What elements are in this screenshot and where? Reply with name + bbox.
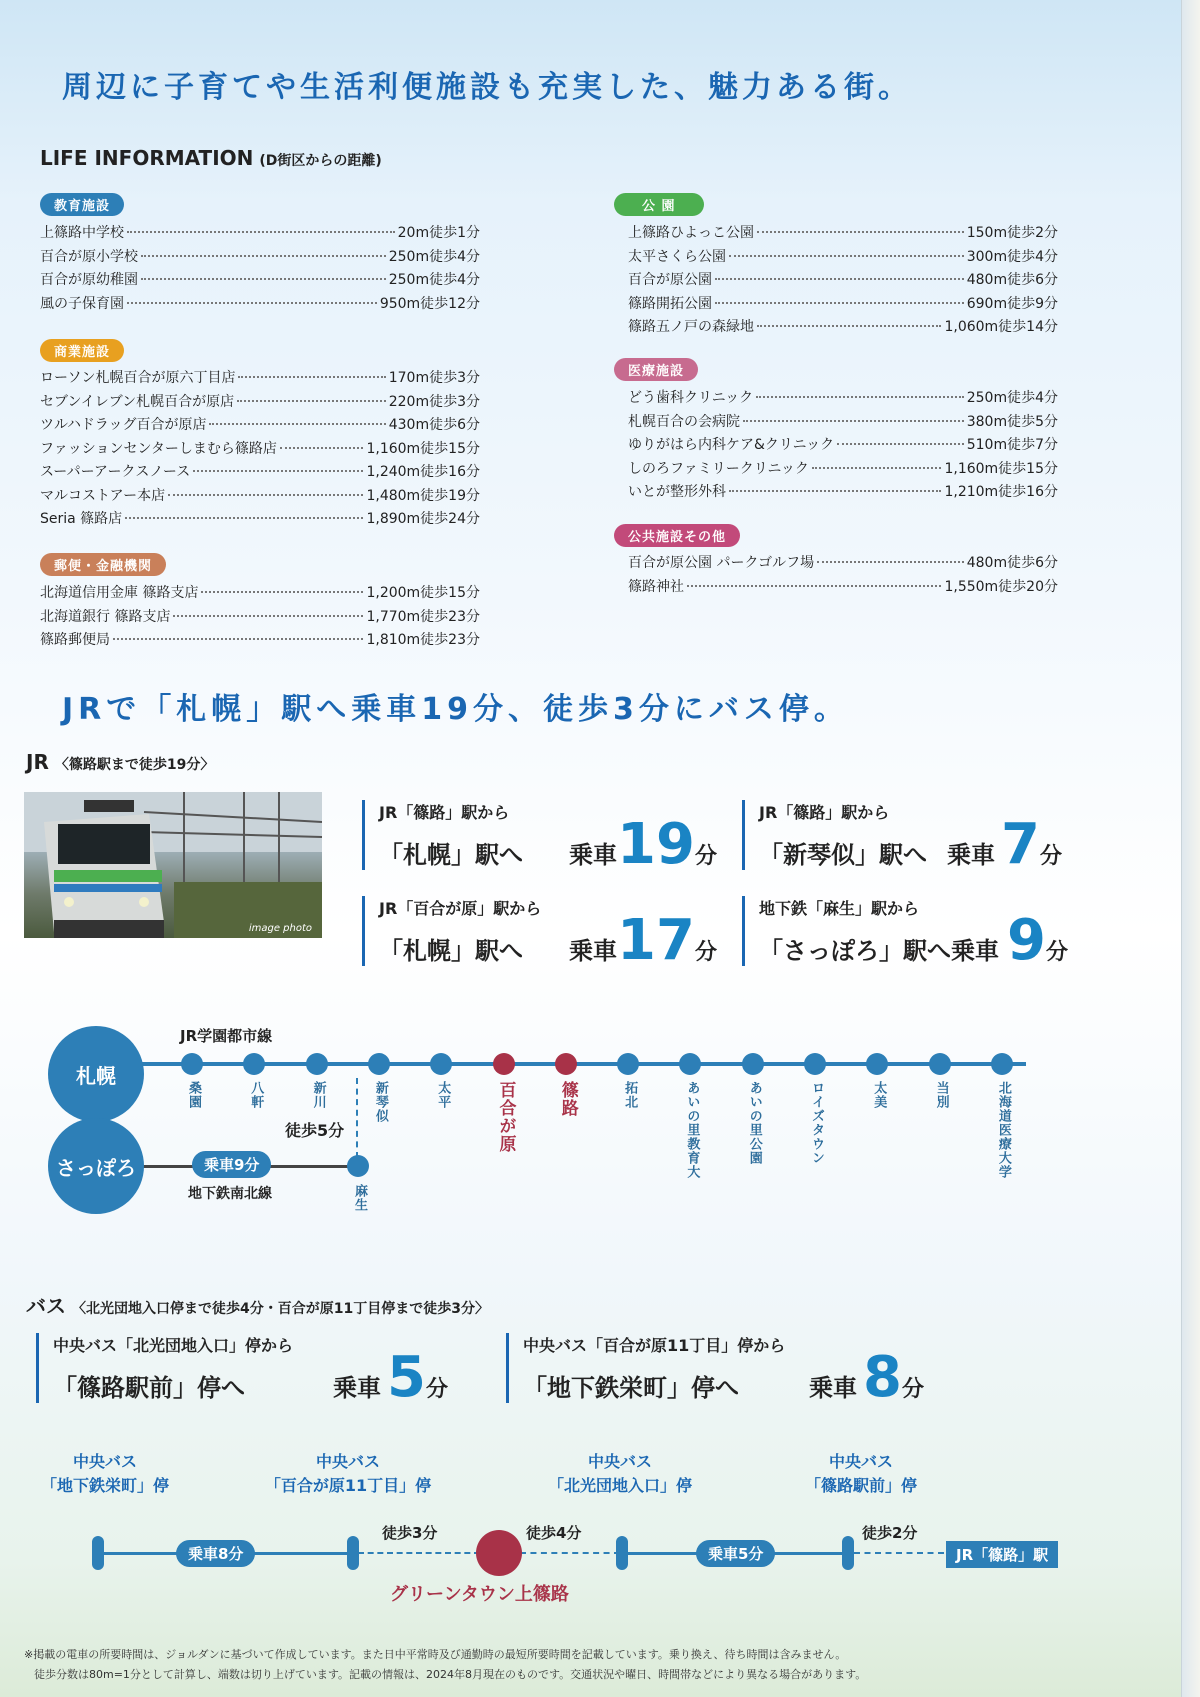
list-item: 上篠路中学校 20m徒歩1分 (40, 225, 480, 241)
jr-title (26, 750, 214, 774)
box-to: 「札幌」駅へ 乗車 19 分 (379, 812, 717, 877)
home-marker (476, 1530, 522, 1576)
rail-line-name: JR学園都市線 (180, 1027, 273, 1045)
ride-minutes: 19 (617, 812, 695, 877)
bus-walk-2min: 徒歩2分 (862, 1524, 918, 1542)
station-dot (929, 1053, 951, 1075)
station-label: 新琴似 (372, 1081, 388, 1123)
ride-minutes: 7 (1001, 812, 1040, 877)
ride-minutes: 8 (863, 1345, 902, 1410)
station-sapporo-subway: さっぽろ (48, 1118, 144, 1214)
bus-stop-icon-hokko (616, 1536, 628, 1570)
list-item: 北海道銀行 篠路支店 1,770m徒歩23分 (40, 608, 480, 625)
station-dot (555, 1053, 577, 1075)
station-dot (306, 1053, 328, 1075)
bus-walk-3min: 徒歩3分 (382, 1524, 438, 1542)
box-to: 「さっぽろ」駅へ 乗車 9 分 (759, 908, 1068, 973)
station-label: 当別 (933, 1081, 949, 1109)
bus-stop-title-yurigahara: 中央バス 「百合が原11丁目」停 (264, 1452, 432, 1495)
bus-box-yurigahara-sakaemachi (506, 1333, 924, 1410)
home-label: グリーンタウン上篠路 (390, 1584, 569, 1605)
list-item: ゆりがはら内科ケア&クリニック 510m徒歩7分 (628, 437, 1058, 453)
life-info-label: LIFE INFORMATION (40, 146, 254, 170)
list-item: 百合が原小学校 250m徒歩4分 (40, 248, 480, 265)
life-info-title (40, 146, 382, 170)
station-dot (368, 1053, 390, 1075)
category-commercial: 商業施設 (40, 339, 124, 362)
footnote-1: ※掲載の電車の所要時間は、ジョルダンに基づいて作成しています。また日中平常時及び通勤時の最短所要時間を記載しています。乗り換え、待ち時間は含みません。 (24, 1648, 847, 1661)
box-to: 「篠路駅前」停へ 乗車 5 分 (53, 1345, 448, 1410)
list-item: 札幌百合の会病院 380m徒歩5分 (628, 413, 1058, 430)
list-item: 太平さくら公園 300m徒歩4分 (628, 248, 1058, 265)
station-label: 拓北 (622, 1081, 638, 1109)
category-park: 公 園 (614, 193, 704, 216)
station-dot (804, 1053, 826, 1075)
category-finance: 郵便・金融機関 (40, 553, 166, 576)
station-label: 太美 (871, 1081, 887, 1109)
category-medical: 医療施設 (614, 358, 698, 381)
jr-shinoro-station-label: JR「篠路」駅 (946, 1541, 1058, 1568)
headline-life: 周辺に子育てや生活利便施設も充実した、魅力ある街。 (62, 70, 912, 105)
list-finance (40, 582, 480, 653)
bus-stop-icon-yurigahara (347, 1536, 359, 1570)
list-medical (628, 387, 1058, 505)
bus-line-walk4 (520, 1552, 620, 1554)
jr-label: JR (26, 750, 49, 774)
list-item: ファッションセンターしまむら篠路店 1,160m徒歩15分 (40, 440, 480, 457)
list-item: 百合が原公園 480m徒歩6分 (628, 272, 1058, 288)
bus-line-walk3 (358, 1552, 480, 1554)
category-education: 教育施設 (40, 193, 124, 216)
box-from: JR「百合が原」駅から (379, 899, 542, 918)
box-from: 中央バス「北光団地入口」停から (53, 1336, 294, 1355)
box-from: JR「篠路」駅から (379, 803, 510, 822)
box-to: 「札幌」駅へ 乗車 17 分 (379, 908, 717, 973)
walk-5min: 徒歩5分 (285, 1121, 345, 1140)
bus-box-hokko-shinoro (36, 1333, 448, 1410)
station-label-asabu: 麻生 (352, 1184, 367, 1212)
jr-subtitle: 〈篠路駅まで徒歩19分〉 (54, 757, 215, 773)
list-item: Seria 篠路店 1,890m徒歩24分 (40, 511, 480, 527)
category-public: 公共施設その他 (614, 524, 740, 547)
box-from: 中央バス「百合が原11丁目」停から (523, 1336, 786, 1355)
list-item: セブンイレブン札幌百合が原店 220m徒歩3分 (40, 393, 480, 410)
bus-walk-4min: 徒歩4分 (526, 1524, 582, 1542)
list-park (628, 222, 1058, 340)
list-item: 篠路五ノ戸の森緑地 1,060m徒歩14分 (628, 319, 1058, 335)
list-commercial (40, 367, 480, 532)
station-label: あいの里公園 (746, 1081, 762, 1165)
footnote-2: 徒歩分数は80m=1分として計算し、端数は切り上げています。記載の情報は、2024年8月現在のものです。交通状況や曜日、時間帯などにより異なる場合があります。 (34, 1668, 867, 1681)
station-label: あいの里教育大 (684, 1081, 700, 1179)
headline-transport: JRで「札幌」駅へ乗車19分、徒歩3分にバス停。 (62, 692, 849, 727)
bus-stop-icon-shinoro (842, 1536, 854, 1570)
list-item: ツルハドラッグ百合が原店 430m徒歩6分 (40, 417, 480, 433)
station-sapporo: 札幌 (48, 1026, 144, 1122)
box-from: 地下鉄「麻生」駅から (759, 899, 920, 918)
station-label: 桑園 (186, 1081, 201, 1109)
bus-ride-5min: 乗車5分 (696, 1540, 775, 1567)
bus-label: バス (26, 1294, 66, 1318)
station-dot (679, 1053, 701, 1075)
list-item: 上篠路ひよっこ公園 150m徒歩2分 (628, 225, 1058, 241)
jr-box-shinoro-shinkotoni (742, 800, 1062, 877)
jr-box-yurigahara-sapporo (362, 896, 717, 973)
bus-subtitle: 〈北光団地入口停まで徒歩4分・百合が原11丁目停まで徒歩3分〉 (72, 1301, 489, 1317)
box-to: 「新琴似」駅へ 乗車 7 分 (759, 812, 1062, 877)
ride-minutes: 9 (1007, 908, 1046, 973)
station-dot (742, 1053, 764, 1075)
bus-stop-title-shinoro: 中央バス 「篠路駅前」停 (804, 1452, 917, 1495)
station-dot (181, 1053, 203, 1075)
station-label: 新川 (310, 1081, 326, 1109)
bus-stop-title-sakaemachi: 中央バス 「地下鉄栄町」停 (40, 1452, 169, 1495)
subway-line-name: 地下鉄南北線 (188, 1186, 272, 1202)
bus-title (26, 1290, 489, 1319)
station-label: 太平 (435, 1081, 451, 1109)
list-item: 篠路郵便局 1,810m徒歩23分 (40, 632, 480, 648)
bus-stop-icon-sakaemachi (92, 1536, 104, 1570)
list-item: 北海道信用金庫 篠路支店 1,200m徒歩15分 (40, 585, 480, 601)
station-label: 百合が原 (495, 1081, 516, 1153)
subway-ride-9min: 乗車9分 (192, 1151, 271, 1178)
ride-minutes: 5 (387, 1345, 426, 1410)
list-item: いとが整形外科 1,210m徒歩16分 (628, 484, 1058, 500)
jr-box-shinoro-sapporo (362, 800, 717, 877)
list-item: 篠路開拓公園 690m徒歩9分 (628, 295, 1058, 312)
station-dot (617, 1053, 639, 1075)
jr-box-asabu-sapporo (742, 896, 1068, 973)
list-education (40, 222, 480, 316)
list-item: 百合が原幼稚園 250m徒歩4分 (40, 272, 480, 288)
station-dot (243, 1053, 265, 1075)
station-label: 北海道医療大学 (995, 1081, 1011, 1179)
list-item: 百合が原公園 パークゴルフ場 480m徒歩6分 (628, 555, 1058, 571)
list-item: スーパーアークスノース 1,240m徒歩16分 (40, 464, 480, 480)
list-item: 篠路神社 1,550m徒歩20分 (628, 578, 1058, 595)
ride-minutes: 17 (617, 908, 695, 973)
walk-connector (356, 1078, 358, 1158)
bus-line-walk2 (854, 1552, 944, 1554)
station-label: 八軒 (248, 1081, 264, 1109)
list-item: しのろファミリークリニック 1,160m徒歩15分 (628, 460, 1058, 477)
station-label: 篠路 (557, 1081, 578, 1117)
station-dot-asabu (347, 1155, 369, 1177)
list-item: ローソン札幌百合が原六丁目店 170m徒歩3分 (40, 370, 480, 386)
list-item: 風の子保育園 950m徒歩12分 (40, 295, 480, 312)
bus-stop-title-hokko: 中央バス 「北光団地入口」停 (547, 1452, 692, 1495)
station-dot (866, 1053, 888, 1075)
photo-caption: image photo (248, 923, 312, 934)
station-dot (430, 1053, 452, 1075)
station-label: ロイズタウン (809, 1081, 824, 1165)
bus-ride-8min: 乗車8分 (176, 1540, 255, 1567)
list-public (628, 552, 1058, 599)
station-dot (991, 1053, 1013, 1075)
box-from: JR「篠路」駅から (759, 803, 890, 822)
train-photo (24, 792, 322, 938)
box-to: 「地下鉄栄町」停へ 乗車 8 分 (523, 1345, 924, 1410)
station-dot (493, 1053, 515, 1075)
life-info-subtitle: (D街区からの距離) (259, 153, 382, 169)
list-item: マルコストアー本店 1,480m徒歩19分 (40, 487, 480, 504)
list-item: どう歯科クリニック 250m徒歩4分 (628, 390, 1058, 406)
page-edge (1181, 0, 1200, 1697)
